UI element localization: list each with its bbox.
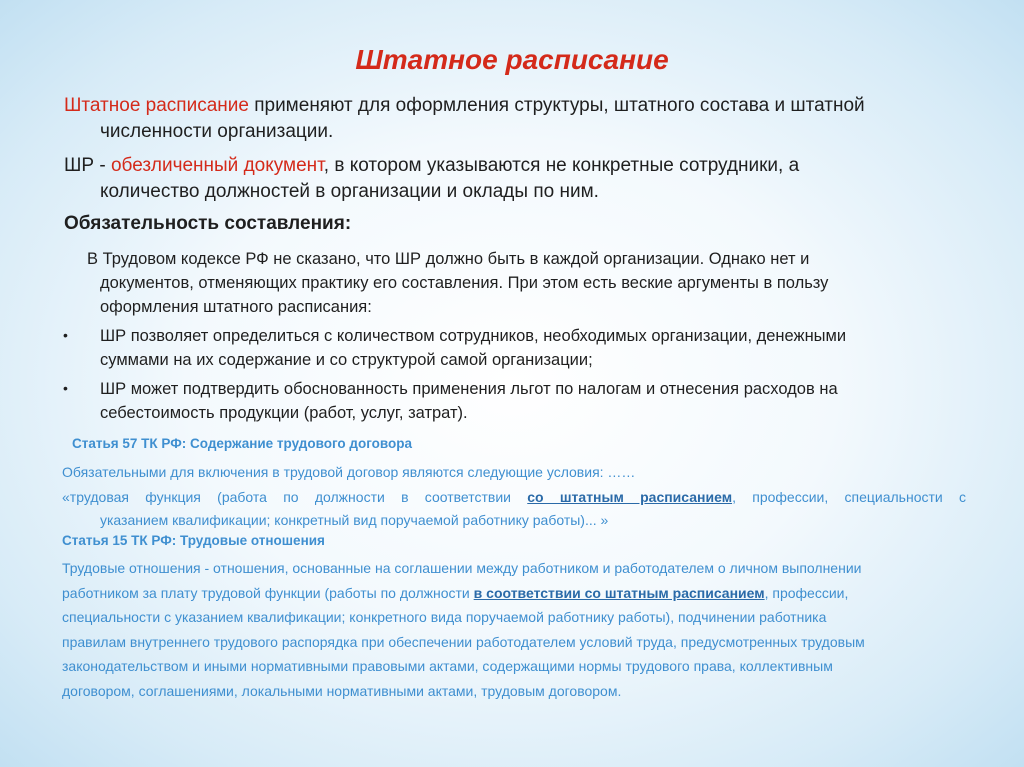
article15-line2-pre: работником за плату трудовой функции (работы по должности xyxy=(62,585,474,601)
article57-heading: Статья 57 ТК РФ: Содержание трудового договора xyxy=(72,436,413,451)
sr-term: обезличенный документ xyxy=(110,155,324,176)
bullet-1-line-1: ШР позволяет определиться с количеством сотрудников, необходимых организации, денежными xyxy=(100,327,847,345)
slide-title: Штатное расписание xyxy=(355,44,669,75)
sr-prefix: ШР - xyxy=(64,155,111,176)
article15-line-3: специальности с указанием квалификации; конкретного вида поручаемой работнику работы), подчинении работника xyxy=(62,609,827,625)
intro-line1-text: применяют для оформления структуры, штатного состава и штатной xyxy=(248,95,865,116)
link-staff-schedule-57[interactable]: со штатным расписанием xyxy=(527,489,733,505)
bullet-2-line-2: себестоимость продукции (работ, услуг, затрат). xyxy=(100,404,468,422)
article57-line2-pre: «трудовая функция (работа по должности в соответствии xyxy=(62,489,528,505)
sr-line-1 xyxy=(64,153,964,179)
intro-line-1 xyxy=(64,93,964,119)
bullet-1-line-2: суммами на их содержание и со структурой самой организации; xyxy=(100,351,593,369)
obligation-heading: Обязательность составления: xyxy=(64,213,352,234)
article15-line-4: правилам внутреннего трудового распорядка при обеспечении работодателем условий труда, предусмотренных трудовым xyxy=(62,634,865,650)
bullet-marker-1: • xyxy=(63,327,68,343)
article57-line-2 xyxy=(62,485,966,509)
intro-term: Штатное расписание xyxy=(64,95,249,116)
link-staff-schedule-15[interactable]: в соответствии со штатным расписанием xyxy=(473,585,765,601)
obligation-para-line-2: документов, отменяющих практику его составления. При этом есть веские аргументы в пользу xyxy=(100,274,829,292)
bullet-marker-2: • xyxy=(63,380,68,396)
obligation-para-line-1: В Трудовом кодексе РФ не сказано, что ШР должно быть в каждой организации. Однако нет и xyxy=(87,250,810,268)
article15-line2-post: , профессии, xyxy=(764,585,849,601)
sr-line1-text: , в котором указываются не конкретные сотрудники, а xyxy=(323,155,800,176)
article57-line2-post: , профессии, специальности с xyxy=(732,489,966,505)
article15-line-2 xyxy=(62,581,848,605)
article57-line-3: указанием квалификации; конкретный вид поручаемой работнику работы)... » xyxy=(100,512,609,528)
article15-line-6: договором, соглашениями, локальными нормативными актами, трудовым договором. xyxy=(62,683,622,699)
article15-heading: Статья 15 ТК РФ: Трудовые отношения xyxy=(62,533,325,548)
article57-line-1: Обязательными для включения в трудовой договор являются следующие условия: …… xyxy=(62,464,636,480)
article15-line-1: Трудовые отношения - отношения, основанные на соглашении между работником и работодателем о личном выполнении xyxy=(62,560,862,576)
bullet-2-line-1: ШР может подтвердить обоснованность применения льгот по налогам и отнесения расходов на xyxy=(100,380,838,398)
obligation-para-line-3: оформления штатного расписания: xyxy=(100,298,372,316)
article15-line-5: законодательством и иными нормативными правовыми актами, содержащими нормы трудового права, коллективным xyxy=(62,658,833,674)
intro-line-2: численности организации. xyxy=(100,121,334,142)
sr-line-2: количество должностей в организации и оклады по ним. xyxy=(100,181,599,202)
